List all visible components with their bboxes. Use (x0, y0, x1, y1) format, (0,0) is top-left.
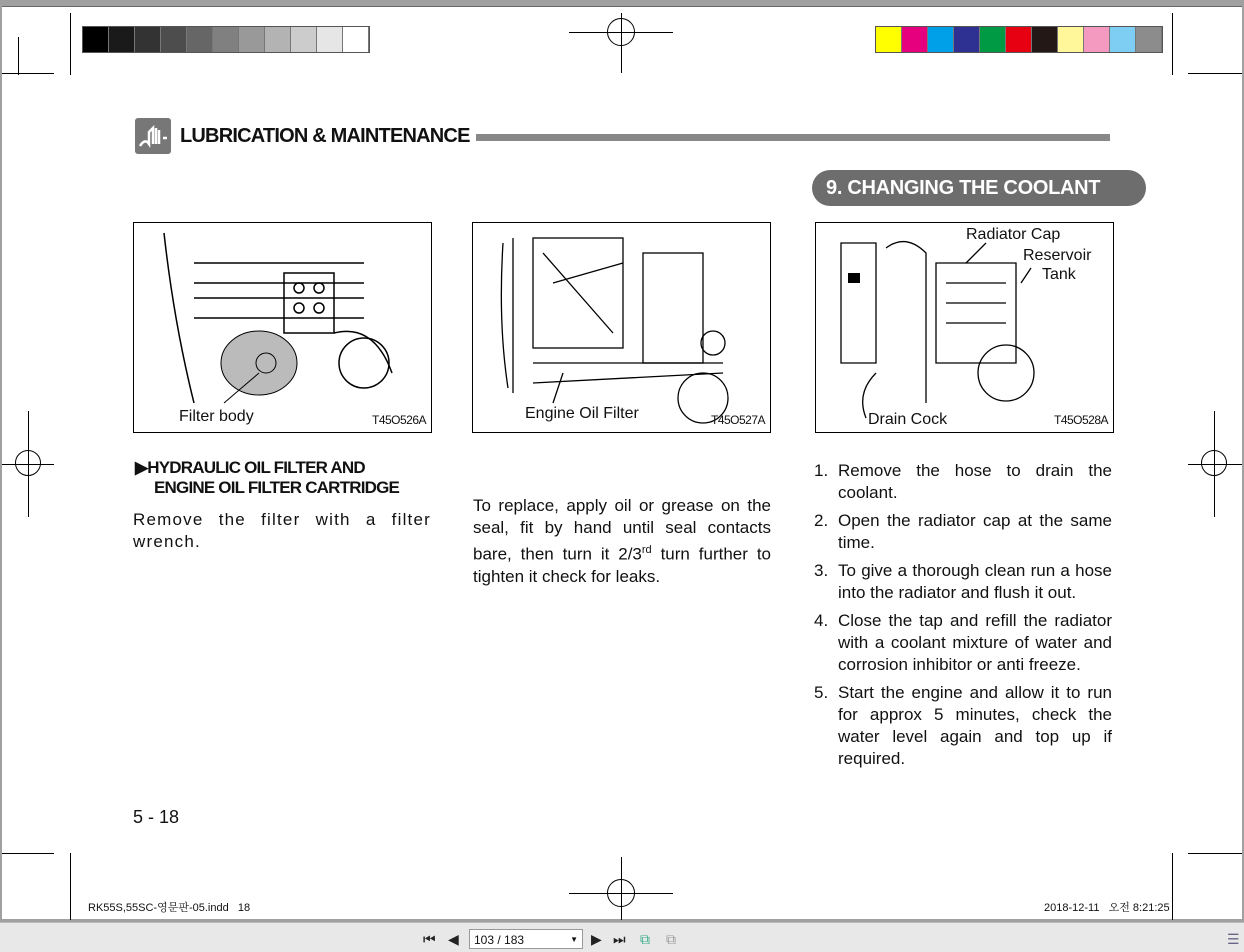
step-item (814, 460, 1112, 504)
figure-label: Engine Oil Filter (525, 405, 639, 422)
figure-engine-oil-filter (472, 222, 771, 433)
viewer-toolbar (0, 922, 1244, 952)
color-swatch (1006, 27, 1032, 52)
figure-coolant (815, 222, 1114, 433)
color-swatch (980, 27, 1006, 52)
page-number-field[interactable] (469, 929, 583, 949)
subheading (135, 458, 399, 498)
gray-swatch (187, 27, 213, 52)
crop-mark (1188, 853, 1242, 854)
color-swatch (1032, 27, 1058, 52)
registration-mark (1201, 450, 1227, 476)
step-item (814, 610, 1112, 676)
step-item (814, 682, 1112, 770)
middle-body-text (473, 495, 771, 588)
step-number: 2. (814, 511, 829, 530)
gray-swatch (265, 27, 291, 52)
section-title-pill: 9. CHANGING THE COOLANT (812, 170, 1146, 206)
subheading-line: HYDRAULIC OIL FILTER AND (147, 458, 365, 477)
previous-page-icon[interactable]: ◀ (448, 931, 459, 947)
step-number: 1. (814, 461, 829, 480)
color-swatch (876, 27, 902, 52)
step-text: To give a thorough clean run a hose into the radiator and flush it out. (838, 561, 1112, 602)
section-header-title: LUBRICATION & MAINTENANCE (180, 125, 470, 147)
coolant-steps-list (814, 460, 1112, 776)
step-text: Start the engine and allow it to run for approx 5 minutes, check the water level again and top up if required. (838, 683, 1112, 768)
figure-label-drain-cock: Drain Cock (868, 411, 948, 428)
color-swatch (1110, 27, 1136, 52)
figure-label-tank: Tank (1042, 266, 1076, 283)
gray-swatch (109, 27, 135, 52)
slug-file: RK55S,55SC-영문판-05.indd 18 (88, 902, 251, 914)
fit-width-icon[interactable]: ⧉ (666, 931, 676, 947)
registration-mark (607, 18, 635, 46)
color-swatch (928, 27, 954, 52)
crop-mark (70, 13, 71, 75)
triangle-bullet-icon: ▶ (135, 458, 148, 477)
registration-mark (607, 879, 635, 907)
superscript: rd (641, 544, 652, 556)
step-text: Open the radiator cap at the same time. (838, 511, 1112, 552)
middle-text: To replace, apply oil or grease on the seal, fit by hand until seal contacts bare, then turn it 2/3 (473, 496, 771, 564)
gray-swatch (343, 27, 369, 52)
color-swatch (1136, 27, 1162, 52)
figure-label-reservoir: Reservoir (1023, 247, 1092, 264)
maintenance-icon (135, 118, 171, 154)
last-page-icon[interactable]: ⏭ (613, 931, 626, 947)
crop-mark (70, 853, 71, 920)
left-body-text: Remove the filter with a filter wrench. (133, 510, 431, 551)
page-number: 5 - 18 (133, 807, 180, 827)
registration-mark (15, 450, 41, 476)
next-page-icon[interactable]: ▶ (591, 931, 602, 947)
figure-code: T45O526A (372, 413, 427, 427)
figure-hydraulic-filter (133, 222, 432, 433)
page-field-value: 103 / 183 (474, 933, 525, 947)
dropdown-arrow-icon: ▼ (570, 935, 578, 944)
step-text: Remove the hose to drain the coolant. (838, 461, 1112, 502)
crop-mark (1188, 73, 1242, 74)
crop-mark (1172, 13, 1173, 75)
crop-mark (2, 853, 54, 854)
fit-page-icon[interactable]: ⧉ (640, 931, 650, 947)
step-item (814, 560, 1112, 604)
gray-swatch (161, 27, 187, 52)
slug-date: 2018-12-11 오전 8:21:25 (1044, 902, 1170, 914)
crop-mark (1172, 853, 1173, 920)
color-swatch (902, 27, 928, 52)
sidebar-toggle-icon[interactable]: ☰ (1227, 931, 1240, 947)
step-item (814, 510, 1112, 554)
crop-mark (18, 37, 19, 75)
gray-swatch (239, 27, 265, 52)
gray-swatch (213, 27, 239, 52)
first-page-icon[interactable]: ⏮ (423, 931, 436, 947)
color-swatch (1058, 27, 1084, 52)
figure-code: T45O528A (1054, 413, 1109, 427)
step-number: 5. (814, 683, 829, 702)
color-bar (875, 26, 1163, 53)
figure-code: T45O527A (711, 413, 766, 427)
subheading-line: ENGINE OIL FILTER CARTRIDGE (154, 478, 400, 497)
grayscale-color-bar (82, 26, 370, 53)
figure-label-radiator-cap: Radiator Cap (966, 226, 1061, 243)
step-number: 3. (814, 561, 829, 580)
middle-text: turn further to tighten it check for leaks. (473, 544, 771, 586)
gray-swatch (291, 27, 317, 52)
header-rule (476, 134, 1110, 141)
gray-swatch (317, 27, 343, 52)
figure-label: Filter body (179, 408, 254, 425)
gray-swatch (83, 27, 109, 52)
crop-mark (2, 73, 54, 74)
step-text: Close the tap and refill the radiator with a coolant mixture of water and corrosion inhibitor or anti freeze. (838, 611, 1112, 674)
step-number: 4. (814, 611, 829, 630)
color-swatch (954, 27, 980, 52)
gray-swatch (135, 27, 161, 52)
color-swatch (1084, 27, 1110, 52)
pdf-page (2, 6, 1242, 919)
